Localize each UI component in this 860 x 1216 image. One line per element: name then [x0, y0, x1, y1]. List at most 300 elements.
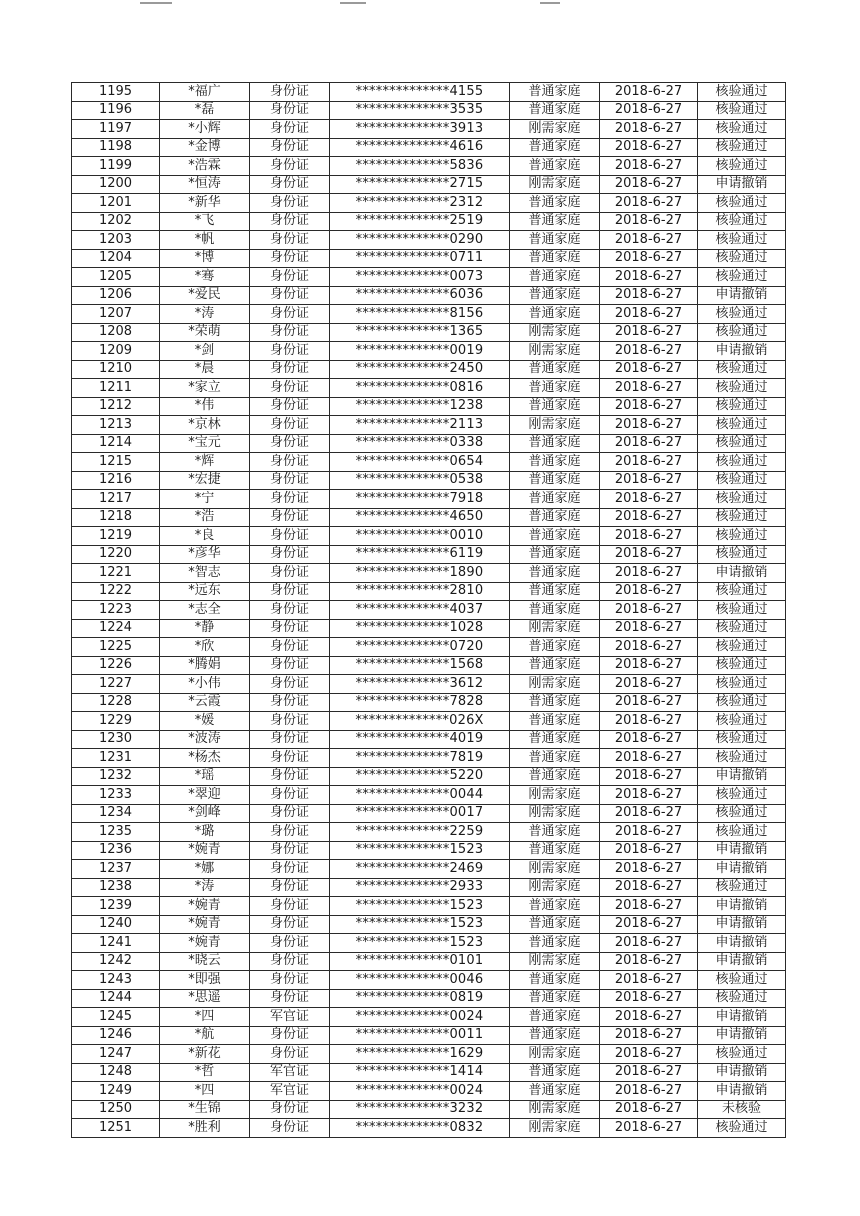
date-cell: 2018-6-27: [600, 508, 698, 527]
serial-number-cell: 1238: [72, 878, 160, 897]
status-cell: 核验通过: [698, 249, 786, 268]
table-row: [72, 379, 786, 398]
serial-number-cell: 1219: [72, 527, 160, 546]
applicant-name-cell: *智志: [160, 564, 250, 583]
serial-number-cell: 1221: [72, 564, 160, 583]
status-cell: 核验通过: [698, 804, 786, 823]
status-cell: 核验通过: [698, 83, 786, 102]
table-row: [72, 268, 786, 287]
table-row: [72, 971, 786, 990]
id-type-cell: 身份证: [250, 952, 330, 971]
table-row: [72, 730, 786, 749]
household-type-cell: 刚需家庭: [510, 175, 600, 194]
applicant-name-cell: *腾娟: [160, 656, 250, 675]
serial-number-cell: 1242: [72, 952, 160, 971]
date-cell: 2018-6-27: [600, 804, 698, 823]
serial-number-cell: 1247: [72, 1045, 160, 1064]
id-number-cell: **************0816: [330, 379, 510, 398]
table-row: [72, 175, 786, 194]
table-row: [72, 286, 786, 305]
id-type-cell: 身份证: [250, 231, 330, 250]
household-type-cell: 刚需家庭: [510, 675, 600, 694]
household-type-cell: 普通家庭: [510, 897, 600, 916]
applicant-name-cell: *良: [160, 527, 250, 546]
serial-number-cell: 1235: [72, 823, 160, 842]
id-type-cell: 身份证: [250, 194, 330, 213]
serial-number-cell: 1196: [72, 101, 160, 120]
date-cell: 2018-6-27: [600, 952, 698, 971]
household-type-cell: 刚需家庭: [510, 342, 600, 361]
id-type-cell: 身份证: [250, 749, 330, 768]
serial-number-cell: 1197: [72, 120, 160, 139]
id-type-cell: 身份证: [250, 416, 330, 435]
id-type-cell: 身份证: [250, 175, 330, 194]
date-cell: 2018-6-27: [600, 915, 698, 934]
date-cell: 2018-6-27: [600, 1008, 698, 1027]
id-number-cell: **************1523: [330, 897, 510, 916]
serial-number-cell: 1215: [72, 453, 160, 472]
status-cell: 申请撤销: [698, 1082, 786, 1101]
id-type-cell: 身份证: [250, 915, 330, 934]
date-cell: 2018-6-27: [600, 323, 698, 342]
status-cell: 申请撤销: [698, 1008, 786, 1027]
id-number-cell: **************6036: [330, 286, 510, 305]
serial-number-cell: 1249: [72, 1082, 160, 1101]
table-row: [72, 823, 786, 842]
id-type-cell: 身份证: [250, 693, 330, 712]
id-type-cell: 身份证: [250, 712, 330, 731]
date-cell: 2018-6-27: [600, 527, 698, 546]
id-type-cell: 身份证: [250, 1026, 330, 1045]
date-cell: 2018-6-27: [600, 305, 698, 324]
household-type-cell: 普通家庭: [510, 971, 600, 990]
household-type-cell: 刚需家庭: [510, 878, 600, 897]
serial-number-cell: 1241: [72, 934, 160, 953]
household-type-cell: 普通家庭: [510, 656, 600, 675]
table-row: [72, 508, 786, 527]
applicant-name-cell: *杨杰: [160, 749, 250, 768]
table-row: [72, 323, 786, 342]
serial-number-cell: 1216: [72, 471, 160, 490]
status-cell: 申请撤销: [698, 915, 786, 934]
status-cell: 核验通过: [698, 101, 786, 120]
date-cell: 2018-6-27: [600, 1082, 698, 1101]
applicant-name-cell: *婉青: [160, 934, 250, 953]
id-number-cell: **************7819: [330, 749, 510, 768]
id-number-cell: **************0711: [330, 249, 510, 268]
serial-number-cell: 1251: [72, 1119, 160, 1138]
table-row: [72, 1008, 786, 1027]
table-row: [72, 101, 786, 120]
serial-number-cell: 1234: [72, 804, 160, 823]
date-cell: 2018-6-27: [600, 878, 698, 897]
applicant-name-cell: *新华: [160, 194, 250, 213]
id-type-cell: 身份证: [250, 545, 330, 564]
id-type-cell: 身份证: [250, 157, 330, 176]
serial-number-cell: 1209: [72, 342, 160, 361]
household-type-cell: 普通家庭: [510, 841, 600, 860]
table-row: [72, 212, 786, 231]
id-number-cell: **************3612: [330, 675, 510, 694]
household-type-cell: 普通家庭: [510, 434, 600, 453]
serial-number-cell: 1225: [72, 638, 160, 657]
household-type-cell: 普通家庭: [510, 231, 600, 250]
status-cell: 核验通过: [698, 656, 786, 675]
status-cell: 申请撤销: [698, 767, 786, 786]
applicant-name-cell: *博: [160, 249, 250, 268]
date-cell: 2018-6-27: [600, 934, 698, 953]
date-cell: 2018-6-27: [600, 656, 698, 675]
household-type-cell: 普通家庭: [510, 730, 600, 749]
status-cell: 申请撤销: [698, 841, 786, 860]
household-type-cell: 普通家庭: [510, 1063, 600, 1082]
applicant-name-cell: *航: [160, 1026, 250, 1045]
serial-number-cell: 1224: [72, 619, 160, 638]
date-cell: 2018-6-27: [600, 712, 698, 731]
date-cell: 2018-6-27: [600, 971, 698, 990]
id-number-cell: **************1629: [330, 1045, 510, 1064]
date-cell: 2018-6-27: [600, 1045, 698, 1064]
date-cell: 2018-6-27: [600, 120, 698, 139]
id-number-cell: **************2113: [330, 416, 510, 435]
table-row: [72, 305, 786, 324]
id-type-cell: 身份证: [250, 934, 330, 953]
table-row: [72, 360, 786, 379]
household-type-cell: 普通家庭: [510, 545, 600, 564]
table-row: [72, 453, 786, 472]
status-cell: 核验通过: [698, 1045, 786, 1064]
id-number-cell: **************0654: [330, 453, 510, 472]
household-type-cell: 普通家庭: [510, 601, 600, 620]
status-cell: 核验通过: [698, 638, 786, 657]
serial-number-cell: 1237: [72, 860, 160, 879]
applicant-name-cell: *福广: [160, 83, 250, 102]
household-type-cell: 普通家庭: [510, 989, 600, 1008]
serial-number-cell: 1244: [72, 989, 160, 1008]
id-type-cell: 军官证: [250, 1063, 330, 1082]
id-type-cell: 身份证: [250, 212, 330, 231]
table-row: [72, 157, 786, 176]
id-type-cell: 身份证: [250, 878, 330, 897]
serial-number-cell: 1222: [72, 582, 160, 601]
id-number-cell: **************4019: [330, 730, 510, 749]
household-type-cell: 普通家庭: [510, 508, 600, 527]
serial-number-cell: 1198: [72, 138, 160, 157]
status-cell: 申请撤销: [698, 934, 786, 953]
applicant-name-cell: *浩霖: [160, 157, 250, 176]
scan-edge-marks: [0, 0, 860, 12]
table-row: [72, 952, 786, 971]
date-cell: 2018-6-27: [600, 175, 698, 194]
table-row: [72, 434, 786, 453]
id-type-cell: 身份证: [250, 675, 330, 694]
id-number-cell: **************1523: [330, 934, 510, 953]
household-type-cell: 刚需家庭: [510, 786, 600, 805]
id-type-cell: 身份证: [250, 841, 330, 860]
id-number-cell: **************2469: [330, 860, 510, 879]
table-row: [72, 638, 786, 657]
table-row: [72, 878, 786, 897]
id-number-cell: **************0819: [330, 989, 510, 1008]
id-number-cell: **************0024: [330, 1008, 510, 1027]
id-type-cell: 身份证: [250, 508, 330, 527]
household-type-cell: 普通家庭: [510, 527, 600, 546]
table-row: [72, 342, 786, 361]
household-type-cell: 普通家庭: [510, 83, 600, 102]
date-cell: 2018-6-27: [600, 767, 698, 786]
id-type-cell: 身份证: [250, 286, 330, 305]
status-cell: 核验通过: [698, 601, 786, 620]
id-number-cell: **************2519: [330, 212, 510, 231]
id-number-cell: **************0019: [330, 342, 510, 361]
date-cell: 2018-6-27: [600, 231, 698, 250]
status-cell: 核验通过: [698, 545, 786, 564]
status-cell: 核验通过: [698, 231, 786, 250]
household-type-cell: 刚需家庭: [510, 120, 600, 139]
serial-number-cell: 1229: [72, 712, 160, 731]
serial-number-cell: 1214: [72, 434, 160, 453]
id-type-cell: 身份证: [250, 989, 330, 1008]
id-type-cell: 身份证: [250, 249, 330, 268]
id-number-cell: **************0290: [330, 231, 510, 250]
applicant-name-cell: *小辉: [160, 120, 250, 139]
date-cell: 2018-6-27: [600, 564, 698, 583]
household-type-cell: 普通家庭: [510, 564, 600, 583]
household-type-cell: 普通家庭: [510, 397, 600, 416]
id-number-cell: **************026X: [330, 712, 510, 731]
id-type-cell: 身份证: [250, 823, 330, 842]
household-type-cell: 刚需家庭: [510, 804, 600, 823]
status-cell: 核验通过: [698, 138, 786, 157]
serial-number-cell: 1208: [72, 323, 160, 342]
id-number-cell: **************3232: [330, 1100, 510, 1119]
date-cell: 2018-6-27: [600, 582, 698, 601]
id-number-cell: **************0046: [330, 971, 510, 990]
date-cell: 2018-6-27: [600, 841, 698, 860]
table-row: [72, 490, 786, 509]
table-row: [72, 619, 786, 638]
household-type-cell: 刚需家庭: [510, 860, 600, 879]
date-cell: 2018-6-27: [600, 342, 698, 361]
status-cell: 核验通过: [698, 508, 786, 527]
serial-number-cell: 1232: [72, 767, 160, 786]
status-cell: 申请撤销: [698, 286, 786, 305]
status-cell: 核验通过: [698, 971, 786, 990]
table-row: [72, 231, 786, 250]
status-cell: 核验通过: [698, 712, 786, 731]
status-cell: 核验通过: [698, 194, 786, 213]
status-cell: 核验通过: [698, 823, 786, 842]
applicant-name-cell: *四: [160, 1082, 250, 1101]
serial-number-cell: 1195: [72, 83, 160, 102]
applicant-name-cell: *爱民: [160, 286, 250, 305]
serial-number-cell: 1246: [72, 1026, 160, 1045]
serial-number-cell: 1243: [72, 971, 160, 990]
id-type-cell: 身份证: [250, 305, 330, 324]
id-type-cell: 身份证: [250, 971, 330, 990]
table-row: [72, 860, 786, 879]
status-cell: 申请撤销: [698, 175, 786, 194]
id-number-cell: **************0011: [330, 1026, 510, 1045]
applicant-name-cell: *浩: [160, 508, 250, 527]
date-cell: 2018-6-27: [600, 545, 698, 564]
table-body: [72, 83, 786, 1138]
applicant-name-cell: *欣: [160, 638, 250, 657]
table-row: [72, 1045, 786, 1064]
household-type-cell: 刚需家庭: [510, 1100, 600, 1119]
id-type-cell: 身份证: [250, 564, 330, 583]
applicant-name-cell: *剑峰: [160, 804, 250, 823]
serial-number-cell: 1228: [72, 693, 160, 712]
date-cell: 2018-6-27: [600, 434, 698, 453]
table-row: [72, 194, 786, 213]
applicant-name-cell: *云霞: [160, 693, 250, 712]
table-row: [72, 675, 786, 694]
id-type-cell: 身份证: [250, 804, 330, 823]
table-row: [72, 1026, 786, 1045]
id-number-cell: **************1890: [330, 564, 510, 583]
date-cell: 2018-6-27: [600, 157, 698, 176]
id-number-cell: **************4037: [330, 601, 510, 620]
table-row: [72, 471, 786, 490]
date-cell: 2018-6-27: [600, 693, 698, 712]
table-row: [72, 601, 786, 620]
id-number-cell: **************1414: [330, 1063, 510, 1082]
date-cell: 2018-6-27: [600, 453, 698, 472]
household-type-cell: 普通家庭: [510, 1008, 600, 1027]
date-cell: 2018-6-27: [600, 1026, 698, 1045]
id-number-cell: **************0024: [330, 1082, 510, 1101]
household-type-cell: 普通家庭: [510, 915, 600, 934]
table-row: [72, 712, 786, 731]
applicant-name-cell: *剑: [160, 342, 250, 361]
applicant-name-cell: *璐: [160, 823, 250, 842]
date-cell: 2018-6-27: [600, 897, 698, 916]
applicant-name-cell: *哲: [160, 1063, 250, 1082]
id-number-cell: **************5220: [330, 767, 510, 786]
id-number-cell: **************4650: [330, 508, 510, 527]
id-type-cell: 身份证: [250, 120, 330, 139]
household-type-cell: 普通家庭: [510, 638, 600, 657]
id-type-cell: 军官证: [250, 1008, 330, 1027]
status-cell: 核验通过: [698, 582, 786, 601]
household-type-cell: 普通家庭: [510, 1082, 600, 1101]
household-type-cell: 刚需家庭: [510, 952, 600, 971]
table-row: [72, 1100, 786, 1119]
id-number-cell: **************2810: [330, 582, 510, 601]
household-type-cell: 普通家庭: [510, 157, 600, 176]
household-type-cell: 普通家庭: [510, 305, 600, 324]
id-number-cell: **************0720: [330, 638, 510, 657]
date-cell: 2018-6-27: [600, 1100, 698, 1119]
applicant-list-sheet: [71, 82, 785, 1138]
status-cell: 核验通过: [698, 268, 786, 287]
household-type-cell: 普通家庭: [510, 471, 600, 490]
date-cell: 2018-6-27: [600, 249, 698, 268]
date-cell: 2018-6-27: [600, 416, 698, 435]
id-number-cell: **************5836: [330, 157, 510, 176]
table-row: [72, 1082, 786, 1101]
id-number-cell: **************0338: [330, 434, 510, 453]
id-type-cell: 身份证: [250, 138, 330, 157]
date-cell: 2018-6-27: [600, 1063, 698, 1082]
id-number-cell: **************0017: [330, 804, 510, 823]
date-cell: 2018-6-27: [600, 786, 698, 805]
table-row: [72, 120, 786, 139]
household-type-cell: 普通家庭: [510, 379, 600, 398]
id-number-cell: **************2312: [330, 194, 510, 213]
id-type-cell: 军官证: [250, 1082, 330, 1101]
id-type-cell: 身份证: [250, 342, 330, 361]
status-cell: 核验通过: [698, 416, 786, 435]
date-cell: 2018-6-27: [600, 397, 698, 416]
table-row: [72, 804, 786, 823]
table-row: [72, 249, 786, 268]
household-type-cell: 刚需家庭: [510, 1119, 600, 1138]
serial-number-cell: 1204: [72, 249, 160, 268]
applicant-name-cell: *彦华: [160, 545, 250, 564]
applicant-name-cell: *即强: [160, 971, 250, 990]
id-number-cell: **************3535: [330, 101, 510, 120]
date-cell: 2018-6-27: [600, 101, 698, 120]
status-cell: 核验通过: [698, 730, 786, 749]
id-number-cell: **************8156: [330, 305, 510, 324]
id-type-cell: 身份证: [250, 360, 330, 379]
table-row: [72, 527, 786, 546]
status-cell: 核验通过: [698, 619, 786, 638]
applicant-table: [71, 82, 786, 1138]
id-number-cell: **************6119: [330, 545, 510, 564]
household-type-cell: 普通家庭: [510, 1026, 600, 1045]
id-number-cell: **************4616: [330, 138, 510, 157]
applicant-name-cell: *金博: [160, 138, 250, 157]
serial-number-cell: 1239: [72, 897, 160, 916]
table-row: [72, 989, 786, 1008]
serial-number-cell: 1227: [72, 675, 160, 694]
household-type-cell: 普通家庭: [510, 249, 600, 268]
serial-number-cell: 1206: [72, 286, 160, 305]
applicant-name-cell: *胜利: [160, 1119, 250, 1138]
id-number-cell: **************0101: [330, 952, 510, 971]
table-row: [72, 582, 786, 601]
applicant-name-cell: *新花: [160, 1045, 250, 1064]
status-cell: 核验通过: [698, 453, 786, 472]
id-type-cell: 身份证: [250, 638, 330, 657]
status-cell: 申请撤销: [698, 860, 786, 879]
household-type-cell: 普通家庭: [510, 934, 600, 953]
applicant-name-cell: *骞: [160, 268, 250, 287]
status-cell: 核验通过: [698, 786, 786, 805]
applicant-name-cell: *宝元: [160, 434, 250, 453]
id-type-cell: 身份证: [250, 619, 330, 638]
household-type-cell: 刚需家庭: [510, 1045, 600, 1064]
applicant-name-cell: *小伟: [160, 675, 250, 694]
table-row: [72, 915, 786, 934]
id-number-cell: **************1523: [330, 915, 510, 934]
serial-number-cell: 1199: [72, 157, 160, 176]
id-number-cell: **************1523: [330, 841, 510, 860]
applicant-name-cell: *媛: [160, 712, 250, 731]
id-number-cell: **************1238: [330, 397, 510, 416]
household-type-cell: 普通家庭: [510, 268, 600, 287]
date-cell: 2018-6-27: [600, 286, 698, 305]
serial-number-cell: 1212: [72, 397, 160, 416]
id-type-cell: 身份证: [250, 582, 330, 601]
household-type-cell: 普通家庭: [510, 360, 600, 379]
id-type-cell: 身份证: [250, 453, 330, 472]
serial-number-cell: 1236: [72, 841, 160, 860]
id-type-cell: 身份证: [250, 767, 330, 786]
